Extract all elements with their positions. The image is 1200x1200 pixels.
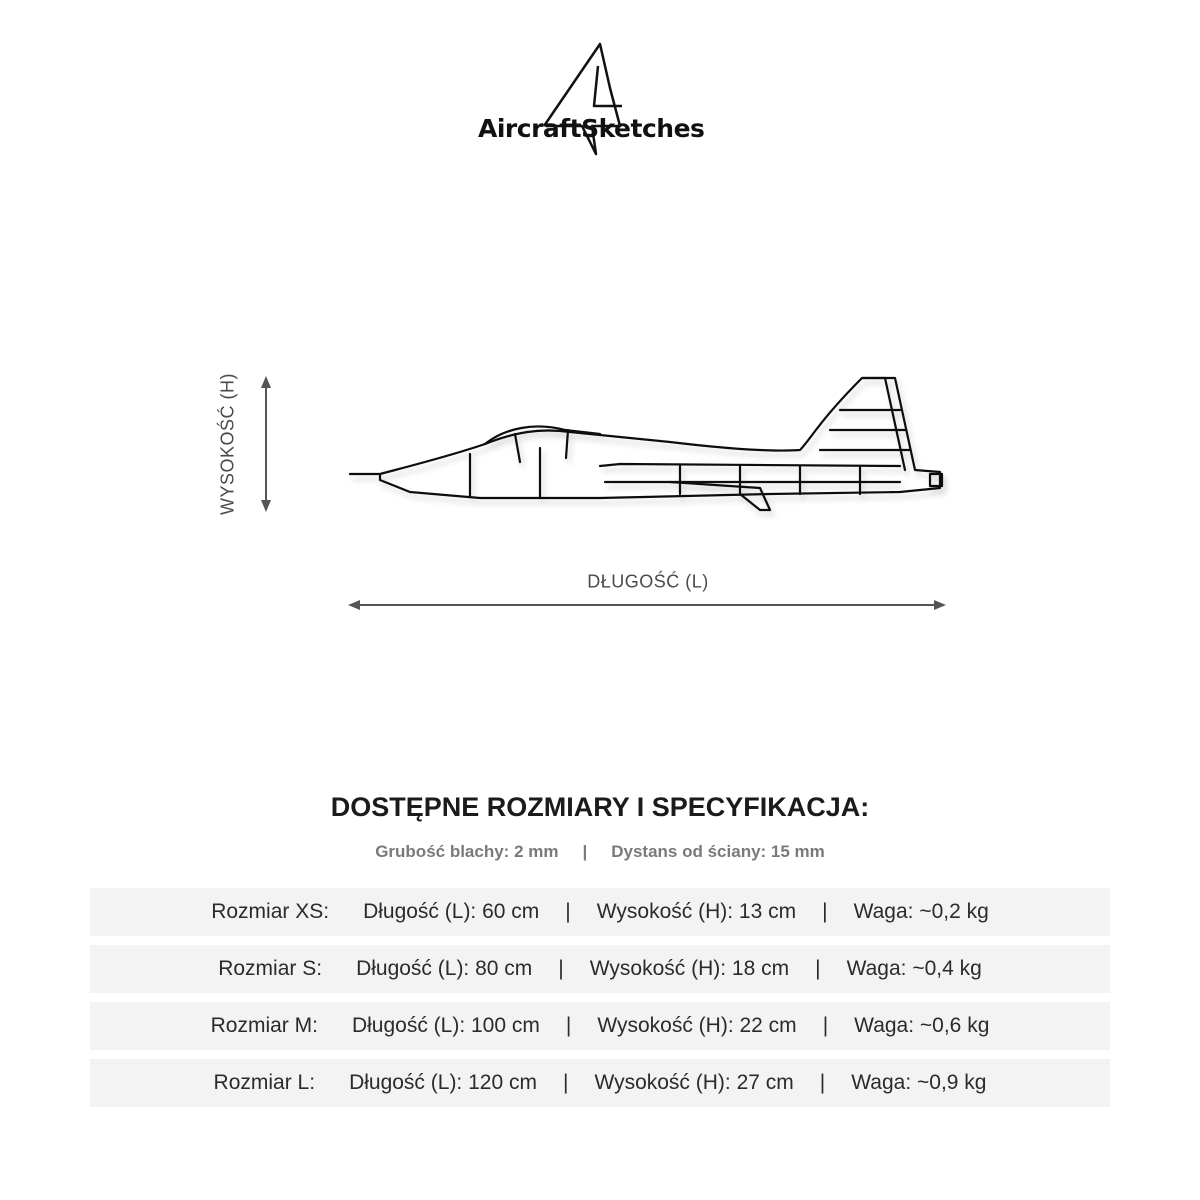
size-height: Wysokość (H): 27 cm bbox=[594, 1071, 794, 1094]
size-length: Długość (L): 60 cm bbox=[363, 900, 540, 923]
spec-title: DOSTĘPNE ROZMIARY I SPECYFIKACJA: bbox=[330, 792, 870, 822]
size-row-m bbox=[90, 1002, 1110, 1050]
size-weight: Waga: ~0,6 kg bbox=[854, 1014, 990, 1037]
size-length: Długość (L): 100 cm bbox=[351, 1014, 540, 1037]
length-arrow-right-head bbox=[934, 600, 946, 610]
size-height: Wysokość (H): 13 cm bbox=[596, 900, 797, 923]
height-arrow-top-head bbox=[261, 376, 271, 388]
size-name: Rozmiar L: bbox=[213, 1071, 316, 1094]
size-height: Wysokość (H): 18 cm bbox=[589, 957, 790, 980]
size-name: Rozmiar XS: bbox=[211, 900, 330, 923]
spec-subtitle bbox=[0, 842, 1200, 862]
separator: | bbox=[565, 1014, 572, 1037]
height-label: WYSOKOŚĆ (H) bbox=[217, 372, 238, 516]
size-weight: Waga: ~0,2 kg bbox=[853, 900, 989, 923]
size-row-xs bbox=[90, 888, 1110, 936]
separator: | bbox=[819, 1071, 826, 1094]
separator: | bbox=[815, 957, 821, 980]
height-arrow-bottom-head bbox=[261, 500, 271, 512]
separator: | bbox=[558, 957, 564, 980]
size-row-l bbox=[90, 1059, 1110, 1107]
aircraft-silhouette-icon bbox=[340, 370, 960, 520]
size-weight: Waga: ~0,9 kg bbox=[851, 1071, 987, 1094]
separator: | bbox=[562, 1071, 569, 1094]
logo-text: AircraftSketches bbox=[478, 114, 705, 143]
wall-distance: Dystans od ściany: 15 mm bbox=[611, 842, 825, 861]
size-height: Wysokość (H): 22 cm bbox=[597, 1014, 797, 1037]
separator: | bbox=[822, 1014, 829, 1037]
separator: | bbox=[822, 900, 828, 923]
size-table bbox=[90, 888, 1110, 1116]
separator: | bbox=[565, 900, 571, 923]
size-weight: Waga: ~0,4 kg bbox=[846, 957, 982, 980]
size-length: Długość (L): 80 cm bbox=[356, 957, 533, 980]
size-name: Rozmiar S: bbox=[218, 957, 323, 980]
length-label: DŁUGOŚĆ (L) bbox=[587, 571, 709, 592]
length-arrow-left-head bbox=[348, 600, 360, 610]
separator: | bbox=[582, 842, 588, 861]
size-row-s bbox=[90, 945, 1110, 993]
size-name: Rozmiar M: bbox=[210, 1014, 318, 1037]
size-length: Długość (L): 120 cm bbox=[349, 1071, 537, 1094]
sheet-thickness: Grubość blachy: 2 mm bbox=[375, 842, 559, 861]
